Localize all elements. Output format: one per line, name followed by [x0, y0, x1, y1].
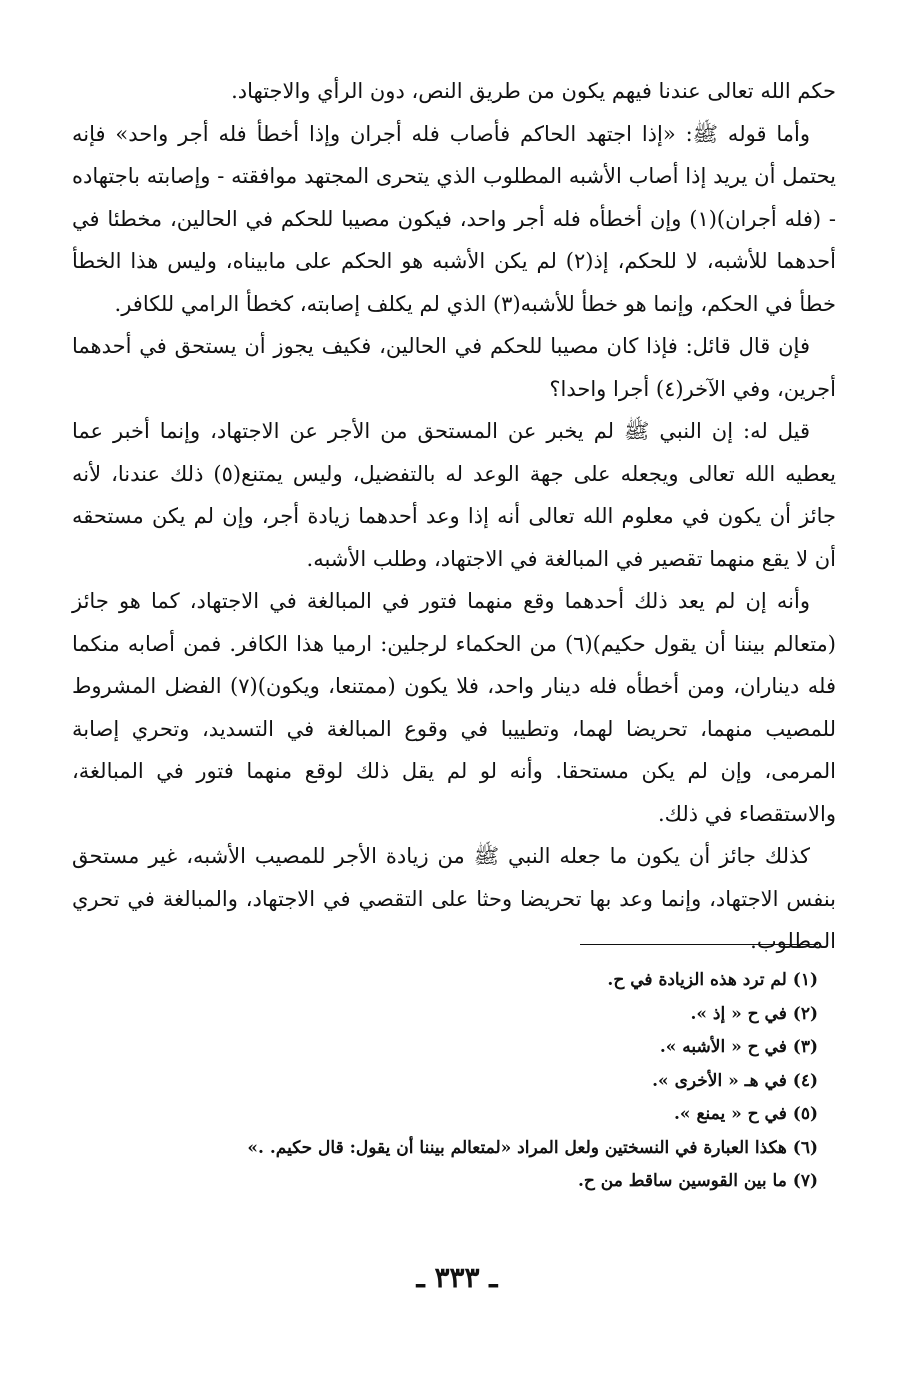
footnote-1: (١) لم ترد هذه الزيادة في ح.	[607, 970, 818, 990]
footnote-4: (٤) في هـ « الأخرى ».	[652, 1070, 818, 1091]
paragraph-5: وأنه إن لم يعد ذلك أحدهما وقع منهما فتور في المبالغة في الاجتهاد، كما هو جائز (متعالم بيننا أن يقول حكيم)(٦) من الحكماء لرجلين: ارميا هذا الكافر. فمن أصابه منكما فله ديناران، ومن أخطأه فله دينار واحد، فلا يكون (ممتنعا، ويكون)(٧) الفضل المشروط للمصيب منهما، تحريضا لهما، وتطييبا في وقوع المبالغة في التسديد، وتحري إصابة المرمى، وإن لم يكن مستحقا. وأنه لو لم يقل ذلك لوقع منهما فتور في المبالغة، والاستقصاء في ذلك.	[72, 589, 836, 826]
footnote-6: (٦) هكذا العبارة في النسختين ولعل المراد «لمتعالم بيننا أن يقول: قال حكيم. .»	[247, 1137, 818, 1158]
footnote-5: (٥) في ح « يمنع ».	[674, 1104, 818, 1124]
paragraph-2: وأما قوله ﷺ: «إذا اجتهد الحاكم فأصاب فله أجران وإذا أخطأ فله أجر واحد» فإنه يحتمل أن يريد إذا أصاب الأشبه المطلوب الذي يتحرى المجتهد موافقته - وإصابته باجتهاده - (فله أجران)(١) وإن أخطأه فله أجر واحد، فيكون مصيبا للحكم في الحالين، مخطئا في أحدهما للأشبه، لا للحكم، إذ(٢) لم يكن الأشبه هو الحكم على مابيناه، وليس هذا الخطأ خطأ في الحكم، وإنما هو خطأ للأشبه(٣) الذي لم يكلف إصابته، كخطأ الرامي للكافر.	[72, 121, 837, 316]
footnote-separator	[580, 944, 818, 945]
footnotes	[98, 964, 818, 1199]
paragraph-4: قيل له: إن النبي ﷺ لم يخبر عن المستحق من الأجر عن الاجتهاد، وإنما أخبر عما يعطيه الله تعالى ويجعله على جهة الوعد له بالتفضيل، وليس يمتنع(٥) ذلك عندنا، لأنه جائز أن يكون في معلوم الله تعالى أنه إذا وعد أحدهما زيادة أجر، وإن لم يكن مستحقه أن لا يقع منهما تقصير في المبالغة في الاجتهاد، وطلب الأشبه.	[72, 419, 836, 571]
footnote-3: (٣) في ح « الأشبه ».	[659, 1037, 818, 1057]
paragraph-3: فإن قال قائل: فإذا كان مصيبا للحكم في الحالين، فكيف يجوز أن يستحق في أحدهما أجرين، وفي الآخر(٤) أجرا واحدا؟	[72, 334, 836, 401]
paragraph-1: حكم الله تعالى عندنا فيهم يكون من طريق النص، دون الرأي والاجتهاد.	[231, 79, 836, 103]
footnote-7: (٧) ما بين القوسين ساقط من ح.	[577, 1171, 818, 1191]
page-number: ـ ٣٣٣ ـ	[416, 1261, 498, 1294]
paragraph-6: كذلك جائز أن يكون ما جعله النبي ﷺ من زيادة الأجر للمصيب الأشبه، غير مستحق بنفس الاجتهاد، وإنما وعد بها تحريضا وحثا على التقصي في الاجتهاد، والمبالغة في تحري المطلوب.	[72, 844, 836, 953]
footnote-2: (٢) في ح « إذ ».	[690, 1003, 818, 1024]
main-text	[72, 70, 836, 963]
